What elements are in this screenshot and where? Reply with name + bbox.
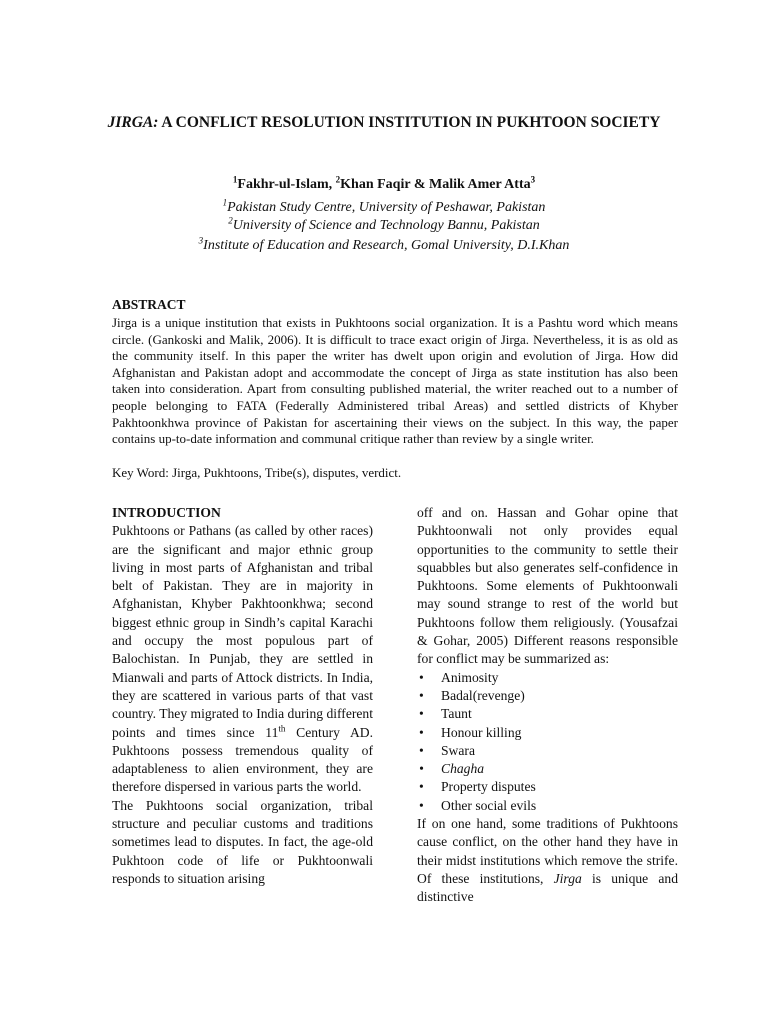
list-item: • Swara bbox=[417, 742, 678, 760]
title-rest: A CONFLICT RESOLUTION INSTITUTION IN PUKHTOON SOCIETY bbox=[158, 114, 661, 131]
intro-paragraph-3 bbox=[417, 815, 678, 906]
affiliation-mark: 3 bbox=[198, 235, 204, 246]
abstract-heading: ABSTRACT bbox=[112, 297, 186, 312]
intro-p3-italic: Jirga bbox=[553, 870, 582, 886]
affiliation-3 bbox=[80, 236, 688, 255]
affiliation-mark: 1 bbox=[222, 197, 228, 208]
author-mark-1: 1 bbox=[232, 174, 238, 185]
list-item: • Other social evils bbox=[417, 797, 678, 815]
intro-p3-text: If on one hand, some traditions of Pukhtoons cause conflict, on the other hand they have in their midst institutions which remove the strife. Of these institutions, bbox=[417, 816, 678, 886]
left-column bbox=[112, 504, 373, 888]
introduction-heading: INTRODUCTION bbox=[112, 505, 221, 520]
paper-title bbox=[100, 112, 668, 134]
intro-paragraph-2-start: The Pukhtoons social organization, tribal structure and peculiar customs and traditions sometimes lead to disputes. In fact, the age-old Pukhtoon code of life or Pukhtoonwali responds to situation arising bbox=[112, 797, 373, 886]
keywords: Key Word: Jirga, Pukhtoons, Tribe(s), disputes, verdict. bbox=[112, 465, 402, 480]
affiliation-text: Institute of Education and Research, Gomal University, D.I.Khan bbox=[203, 238, 570, 253]
affiliation-mark: 2 bbox=[228, 215, 233, 226]
list-item: • Taunt bbox=[417, 705, 678, 723]
list-item: • Chagha bbox=[417, 760, 678, 778]
list-item: • Honour killing bbox=[417, 724, 678, 742]
title-lead: JIRGA: bbox=[107, 114, 159, 131]
list-item: • Animosity bbox=[417, 669, 678, 687]
affiliation-text: University of Science and Technology Bannu, Pakistan bbox=[232, 218, 540, 233]
affiliation-text: Pakistan Study Centre, University of Peshawar, Pakistan bbox=[227, 200, 546, 215]
conflict-reasons-list bbox=[417, 669, 678, 815]
abstract-body: Jirga is a unique institution that exists in Pukhtoons social organization. It is a Pashtu word which means circle. (Gankoski and Malik, 2006). It is difficult to trace exact origin of Jirga. Nevertheless, it is as old as the community itself. In this paper the writer has dwelt upon origin and evolution of Jirga. How did Afghanistan and Pakistan adopt and accommodate the concept of Jirga as state institution has also been taken into consideration. Apart from consulting published material, the writer reached out to a number of people belonging to FATA (Federally Administered tribal Areas) and settled districts of Khyber Pakhtoonkhwa province of Pakistan for ascertaining their views on the subject. In this way, the paper contains up-to-date information and communal critique rather than review by a single writer. bbox=[112, 315, 678, 447]
author-line bbox=[80, 175, 688, 195]
affiliation-1 bbox=[80, 198, 688, 217]
intro-p1-text: Pukhtoons or Pathans (as called by other races) are the significant and major ethnic group living in most parts of Afghanistan and tribal belt of Pakistan. They are in majority in Afghanistan, Khyber Pakhtoonkhwa; second biggest ethnic group in Sindh’s capital Karachi and occupy the most populous part of Balochistan. In Punjab, they are settled in Mianwali and parts of Attock districts. In India, they are scattered in various parts of that vast country. They migrated to India during different points and times since 11 bbox=[112, 523, 373, 740]
author-mark-3: 3 bbox=[530, 174, 536, 185]
intro-paragraph-1 bbox=[112, 522, 373, 796]
author-1: Fakhr-ul-Islam, bbox=[237, 177, 336, 192]
author-mark-2: 2 bbox=[335, 174, 341, 185]
affiliation-2 bbox=[80, 216, 688, 235]
intro-p3-text-end: is unique and distinctive bbox=[417, 870, 678, 905]
intro-paragraph-2-end: off and on. Hassan and Gohar opine that Pukhtoonwali not only provides equal opportunities to the community to settle their squabbles but also generates self-confidence in Pukhtoons. Some elements of Pukhtoonwali may sound strange to rest of the world but Pukhtoons follow them religiously. (Yousafzai & Gohar, 2005) Different reasons responsible for conflict may be summarized as: bbox=[417, 505, 678, 667]
list-item: • Property disputes bbox=[417, 778, 678, 796]
right-column bbox=[417, 504, 678, 907]
list-item: • Badal(revenge) bbox=[417, 687, 678, 705]
author-2: Khan Faqir & Malik Amer Atta bbox=[340, 177, 531, 192]
ordinal-sup: th bbox=[278, 723, 286, 734]
intro-p1-text-end: Century AD. Pukhtoons possess tremendous quality of adaptableness to alien environment, they are therefore dispersed in various parts the world. bbox=[112, 724, 373, 795]
